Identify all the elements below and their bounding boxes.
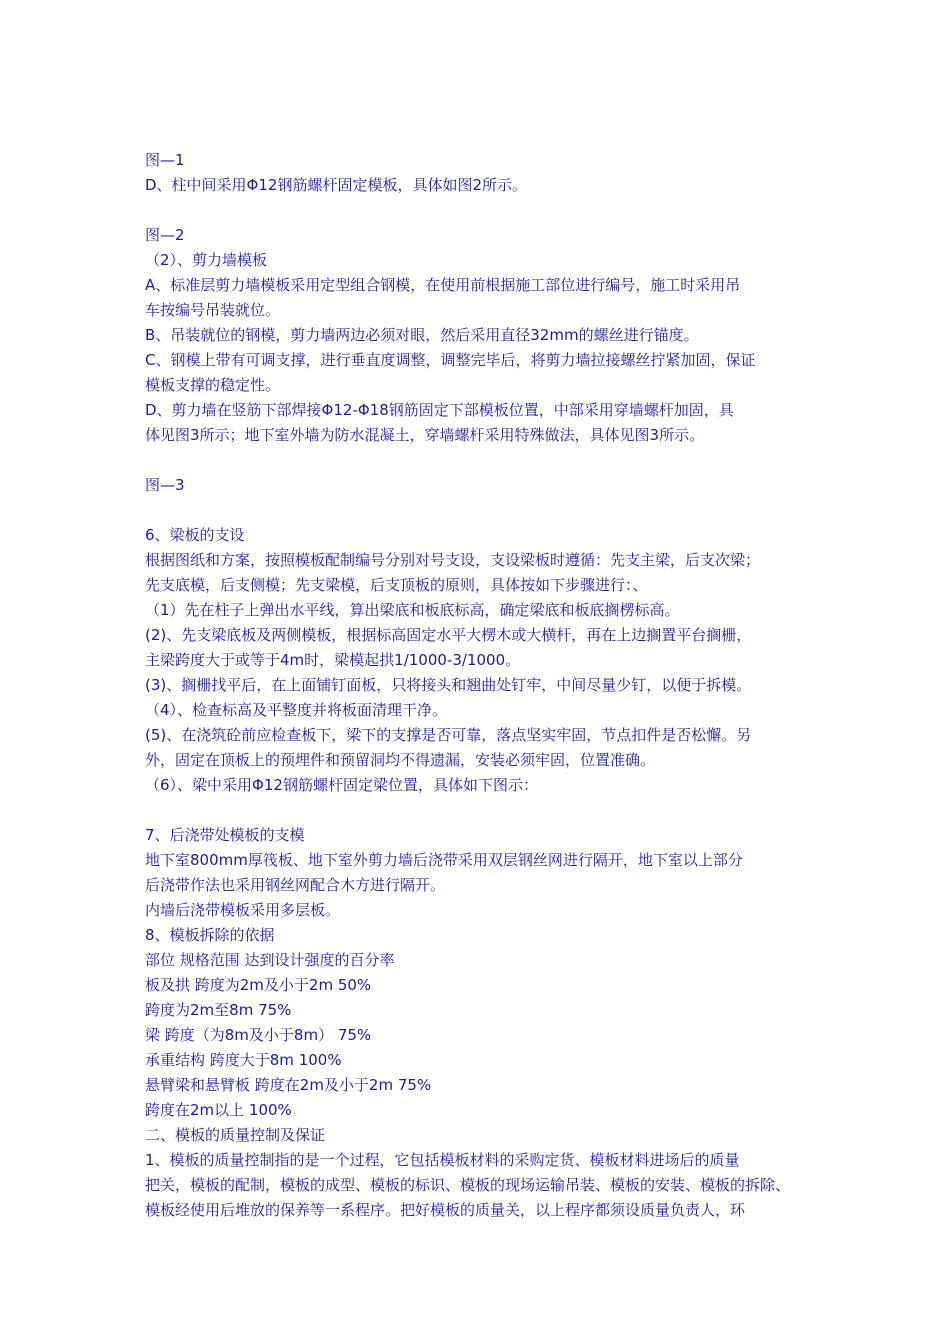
table-row-line: 跨度在2m以上 100% xyxy=(145,1101,292,1119)
figure-caption-2: 图—2 xyxy=(145,226,185,244)
paragraph-line: 后浇带作法也采用钢丝网配合木方进行隔开。 xyxy=(145,876,446,894)
step-line: 外，固定在顶板上的预埋件和预留洞均不得遗漏，安装必须牢固，位置准确。 xyxy=(145,751,656,769)
paragraph-line: 模板支撑的稳定性。 xyxy=(145,376,281,394)
step-line: (5)、在浇筑砼前应检查板下，梁下的支撑是否可靠，落点坚实牢固，节点扣件是否松懈。另 xyxy=(145,726,752,744)
paragraph-line: A、标准层剪力墙模板采用定型组合钢模，在使用前根据施工部位进行编号，施工时采用吊 xyxy=(145,276,741,294)
paragraph-line: C、钢模上带有可调支撑，进行垂直度调整，调整完毕后，将剪力墙拉接螺丝拧紧加固，保证 xyxy=(145,351,756,369)
paragraph-line: 根据图纸和方案，按照模板配制编号分别对号支设，支设梁板时遵循：先支主梁，后支次梁； xyxy=(145,551,761,569)
step-line: （1）先在柱子上弹出水平线，算出梁底和板底标高，确定梁底和板底搁楞标高。 xyxy=(145,601,680,619)
paragraph-line: 内墙后浇带模板采用多层板。 xyxy=(145,901,341,919)
paragraph-line: 把关，模板的配制，模板的成型、模板的标识、模板的现场运输吊装、模板的安装、模板的拆除、 xyxy=(145,1176,791,1194)
table-row-line: 承重结构 跨度大于8m 100% xyxy=(145,1051,342,1069)
paragraph-line: 模板经使用后堆放的保养等一系程序。把好模板的质量关，以上程序都须设质量负责人，环 xyxy=(145,1201,746,1219)
document-body xyxy=(145,148,810,1223)
section-heading-formwork-removal: 8、模板拆除的依据 xyxy=(145,926,275,944)
paragraph-line: 地下室800mm厚筏板、地下室外剪力墙后浇带采用双层钢丝网进行隔开，地下室以上部分 xyxy=(145,851,743,869)
table-row-line: 板及拱 跨度为2m及小于2m 50% xyxy=(145,976,372,994)
step-line: (2)、先支梁底板及两侧模板，根据标高固定水平大楞木或大横杆，再在上边搁置平台搁栅， xyxy=(145,626,752,644)
step-line: 主梁跨度大于或等于4m时，梁模起拱1/1000-3/1000。 xyxy=(145,651,521,669)
paragraph-line: B、吊装就位的钢模，剪力墙两边必须对眼，然后采用直径32mm的螺丝进行锚度。 xyxy=(145,326,699,344)
table-row-line: 梁 跨度（为8m及小于8m） 75% xyxy=(145,1026,372,1044)
step-line: （6）、梁中采用Φ12钢筋螺杆固定梁位置，具体如下图示： xyxy=(145,776,538,794)
figure-caption-3: 图—3 xyxy=(145,476,185,494)
section-heading-shear-wall: （2）、剪力墙模板 xyxy=(145,251,268,269)
section-heading-quality-control: 二、模板的质量控制及保证 xyxy=(145,1126,326,1144)
step-line: (3)、搁栅找平后，在上面铺钉面板，只将接头和翘曲处钉牢，中间尽量少钉，以便于拆模。 xyxy=(145,676,752,694)
table-row-line: 悬臂梁和悬臂板 跨度在2m及小于2m 75% xyxy=(145,1076,432,1094)
blank-line xyxy=(145,198,810,223)
paragraph-line: 1、模板的质量控制指的是一个过程，它包括模板材料的采购定货、模板材料进场后的质量 xyxy=(145,1151,740,1169)
paragraph-line: D、柱中间采用Φ12钢筋螺杆固定模板，具体如图2所示。 xyxy=(145,176,527,194)
section-heading-post-pour-strip: 7、后浇带处模板的支模 xyxy=(145,826,305,844)
figure-caption-1: 图—1 xyxy=(145,151,185,169)
blank-line xyxy=(145,498,810,523)
table-row-line: 跨度为2m至8m 75% xyxy=(145,1001,292,1019)
blank-line xyxy=(145,448,810,473)
paragraph-line: 体见图3所示；地下室外墙为防水混凝土，穿墙螺杆采用特殊做法，具体见图3所示。 xyxy=(145,426,705,444)
paragraph-line: D、剪力墙在竖筋下部焊接Φ12-Φ18钢筋固定下部模板位置，中部采用穿墙螺杆加固，具 xyxy=(145,401,734,419)
blank-line xyxy=(145,798,810,823)
paragraph-line: 车按编号吊装就位。 xyxy=(145,301,281,319)
step-line: （4）、检查标高及平整度并将板面清理干净。 xyxy=(145,701,448,719)
table-header-line: 部位 规格范围 达到设计强度的百分率 xyxy=(145,951,395,969)
paragraph-line: 先支底模，后支侧模；先支梁模，后支顶板的原则，具体按如下步骤进行：、 xyxy=(145,576,648,594)
section-heading-beam-slab: 6、梁板的支设 xyxy=(145,526,245,544)
